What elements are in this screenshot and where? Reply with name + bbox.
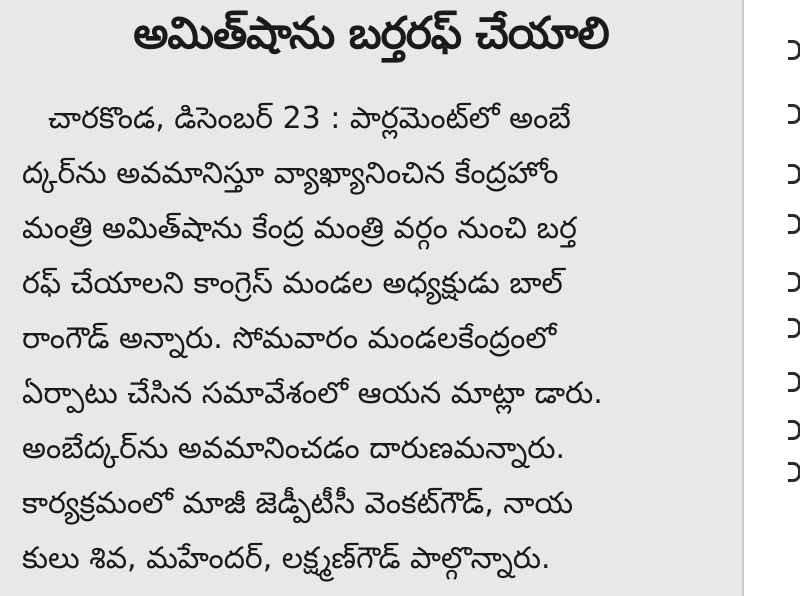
cropped-glyph (788, 214, 800, 234)
cropped-glyph (788, 104, 800, 124)
article-line: చారకొండ, డిసెంబర్‌ 23 : పార్లమెంట్‌లో అంబే (48, 101, 571, 136)
article-line: ఏర్పాటు చేసిన సమావేశంలో ఆయన మాట్లా డారు. (22, 376, 603, 411)
cropped-glyph (788, 420, 800, 440)
cropped-glyph (788, 372, 800, 392)
article-line: రాంగౌడ్‌ అన్నారు. సోమవారం మండలకేంద్రంలో (22, 321, 557, 356)
article-line: అంబేద్కర్‌ను అవమానించడం దారుణమన్నారు. (22, 431, 566, 466)
adjacent-column-edge (744, 0, 800, 596)
article-line: కార్యక్రమంలో మాజీ జెడ్పీటీసీ వెంకట్‌గౌడ్‌, నాయ (22, 486, 574, 521)
cropped-glyph (788, 40, 800, 60)
article-line: కులు శివ, మహేందర్‌, లక్ష్మణ్‌గౌడ్‌ పాల్గొన్నారు. (22, 541, 551, 576)
article-line: మంత్రి అమిత్‌షాను కేంద్ర మంత్రి వర్గం నుంచి బర్త (22, 211, 577, 246)
article-line: ద్కర్‌ను అవమానిస్తూ వ్యాఖ్యానించిన కేంద్రహోం (22, 156, 559, 191)
cropped-glyph (788, 164, 800, 184)
article-body (22, 94, 722, 589)
cropped-glyph (788, 318, 800, 338)
cropped-glyph (788, 272, 800, 292)
cropped-glyph (788, 462, 800, 482)
article-line: రఫ్‌ చేయాలని కాంగ్రెస్‌ మండల అధ్యక్షుడు బాల్‌ (22, 266, 563, 301)
article-headline: అమిత్‌షాను బర్తరఫ్‌ చేయాలి (133, 8, 609, 59)
